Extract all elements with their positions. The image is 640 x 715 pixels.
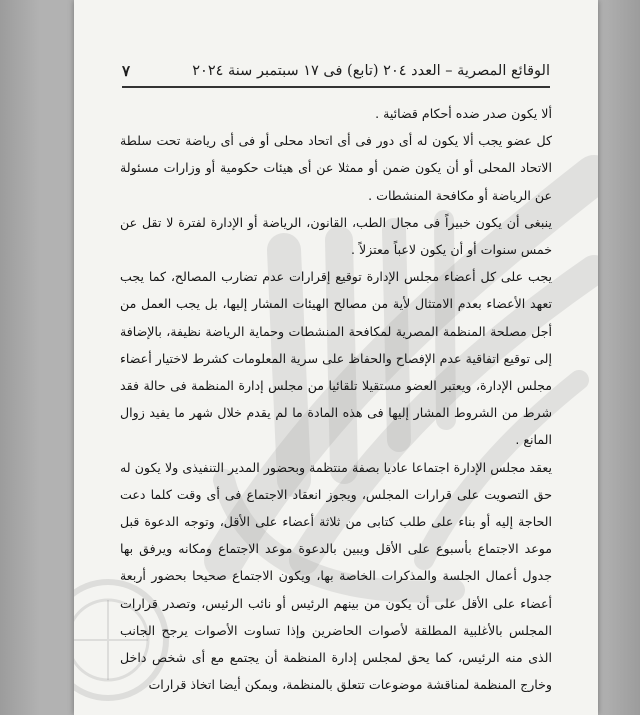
running-header <box>122 58 550 88</box>
paragraph-member-expertise: ينبغى أن يكون خبيراً فى مجال الطب، القانون، الرياضة أو الإدارة لفترة لا تقل عن خمس سنوات أو أن يكون لاعباً معتزلاً . <box>120 214 552 258</box>
paragraph-board-meetings: يعقد مجلس الإدارة اجتماعا عاديا بصفة منتظمة وبحضور المدير التنفيذى ولا يكون له حق التصويت على قرارات المجلس، ويجوز انعقاد الاجتماع فى أى وقت كلما دعت الحاجة إليه أو بناء على طلب كتابى من ثلاثة أعضاء على الأقل، وتوجه الدعوة قبل موعد الاجتماع بأسبوع على الأقل ويبين بالدعوة موعد الاجتماع ومكانه ويرفق بها جدول أعمال الجلسة والمذكرات الخاصة بها، ويكون الاجتماع صحيحا بحضور أربعة أعضاء على الأقل على أن يكون من بينهم الرئيس أو نائب الرئيس، وتصدر قرارات المجلس بالأغلبية المطلقة لأصوات الحاضرين وإذا تساوت الأصوات يرجح الجانب الذى منه الرئيس، كما يحق لمجلس إدارة المنظمة أن يجتمع مع أى شخص داخل وخارج المنظمة لمناقشة موضوعات تتعلق بالمنظمة، ويمكن أيضا اتخاذ قرارات <box>120 459 552 693</box>
page-number: ٧ <box>122 62 131 80</box>
paragraph-member-independence: كل عضو يجب ألا يكون له أى دور فى أى اتحاد محلى أو فى أى رياضة تحت سلطة الاتحاد المحلى أو أن يكون ضمن أو ممثلا عن أى هيئات حكومية أو وزارات مسئولة عن الرياضة أو مكافحة المنشطات . <box>120 133 552 203</box>
gazette-issue-title: الوقائع المصرية – العدد ٢٠٤ (تابع) فى ١٧ سبتمبر سنة ٢٠٢٤ <box>192 63 550 79</box>
document-body <box>120 100 552 698</box>
document-page <box>74 0 598 715</box>
paragraph-conflict-of-interest: يجب على كل أعضاء مجلس الإدارة توقيع إقرارات عدم تضارب المصالح، كما يجب تعهد الأعضاء بعدم الامتثال لأية من مصالح الهيئات المشار إليها، بل يجب العمل من أجل مصلحة المنظمة المصرية لمكافحة المنشطات وحماية الرياضة نظيفة، بالإضافة إلى توقيع اتفاقية عدم الإفصاح والحفاظ على سرية المعلومات كشرط لاختيار أعضاء مجلس الإدارة، ويعتبر العضو مستقيلا تلقائيا من مجلس إدارة المنظمة فى حالة فقد شرط من الشروط المشار إليها فى هذه المادة ما لم يقدم خلال شهر ما يفيد زوال المانع . <box>120 269 552 448</box>
paragraph-no-judicial-rulings: ألا يكون صدر ضده أحكام قضائية . <box>375 106 552 121</box>
